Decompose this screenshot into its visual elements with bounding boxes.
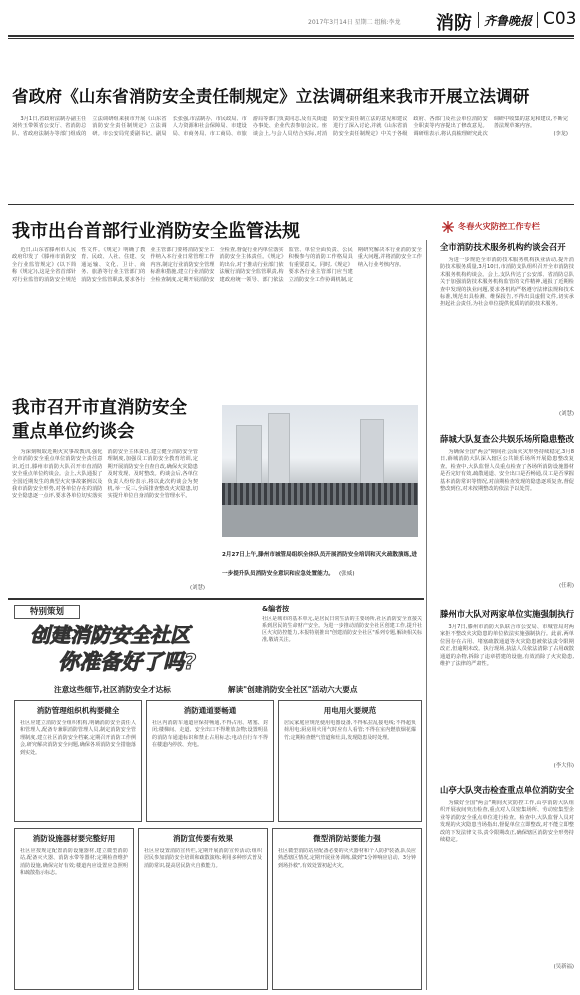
right-item-text: 为确保全国"两会"期间社会面火灾形势持续稳定,3月8日,薛城消防大队深入辖区公共娱乐场所开展隐患整改复查。检查中,大队监督人员重点检查了各场所消防设施器材是否完好有效,疏散通道、安全出口是否畅通,员工是否掌握基本消防常识等情况,对前期检查发现的隐患逐项复查,督促整改到位,对未按期整改的依法予以处罚。	[440, 449, 574, 493]
section-rule	[8, 204, 574, 205]
masthead	[8, 6, 577, 34]
right-item-title: 薛城大队复查公共娱乐场所隐患整改	[440, 434, 574, 444]
column-rule	[426, 240, 427, 990]
story2-headline: 我市出台首部行业消防安全监管法规	[12, 221, 300, 242]
feature-panel	[278, 700, 422, 822]
story3-headline: 我市召开市直消防安全重点单位约谈会	[12, 398, 187, 442]
panel-body: 居民家庭应规范使用电器设备,不得私拉乱接电线;不得超负荷用电;厨房用火用气时应有人看管;不得在室内燃放烟花爆竹;定期检查燃气管道和灶具,发现隐患及时处理。	[284, 720, 416, 741]
editor-note	[262, 604, 422, 678]
paper-name: 齐鲁晚报	[484, 14, 533, 28]
right-item-byline: (李大伟)	[553, 763, 574, 769]
photo-caption-block	[222, 541, 418, 587]
masthead-divider	[478, 12, 479, 28]
snowflake-icon	[441, 219, 455, 233]
right-item-body	[432, 257, 574, 407]
panel-title: 消防管理组织机构要健全	[36, 706, 120, 715]
photo-building	[360, 419, 384, 485]
masthead-rule-thin	[8, 38, 574, 39]
photo-building	[236, 425, 262, 485]
right-item-title: 滕州市大队对两家单位实施强制执行	[440, 609, 574, 619]
section-name: 消防	[436, 13, 472, 34]
photo-byline: (张威)	[338, 571, 355, 577]
feature-rule	[8, 598, 424, 600]
right-column	[432, 240, 574, 990]
feature-panel	[146, 700, 274, 822]
feature-panel	[138, 828, 268, 990]
feature-panel	[14, 700, 142, 822]
right-item-byline: (吴新福)	[553, 964, 574, 970]
lead-body	[12, 116, 568, 198]
feature-panel	[272, 828, 422, 990]
feature-label	[14, 605, 80, 619]
masthead-divider	[537, 12, 538, 28]
right-item-text: 为进一步规范全市消防技术服务机构执业活动,提升消防技术服务质量,3月10日,市消防支队组织召开全市消防技术服务机构约谈会。会上,支队传达了公安部、省消防总队关于加强消防技术服务机构监管的文件精神,通报了近期检查中发现的执业问题,要求各机构严格遵守法律法规和技术标准,规范出具检测、维保报告,不得出具虚假文件,切实承担起社会责任,为社会单位提供优质的消防技术服务。	[440, 257, 574, 308]
editor-note-label: &编者按	[262, 605, 290, 613]
feature-label-text: 特别策划	[29, 607, 64, 617]
story3-body-text: 为深刻吸取近期火灾事故教训,强化全市消防安全重点单位消防安全责任意识,近日,滕州市消防大队召开市直消防安全重点单位约谈会。会上,大队通报了全国近期发生的典型火灾事故案例以及我市消防安全形势,对各单位存在的消防安全隐患逐一点评,要求各单位切实落实消防安全主体责任,建立健全消防安全管理制度,加强员工消防安全教育培训,定期开展消防安全自查自改,确保火灾隐患及时发现、及时整改。约谈会后,各单位负责人纷纷表示,将以此次约谈会为契机,举一反三,全面排查整改火灾隐患,切实提升单位自身消防安全管理水平。	[12, 449, 198, 500]
right-item-body	[432, 800, 574, 960]
editor-note-body: 社区是城市的基本单元,是居民日常生活的主要场所,社区消防安全直接关系到居民的生命财产安全。为进一步推动消防安全社区创建工作,提升社区火灾防控能力,本报特别推出"创建消防安全社区"系列专题,解读相关标准,敬请关注。	[262, 616, 422, 643]
band-right: 解读"创建消防安全社区"活动六大要点	[228, 685, 358, 694]
page-number: C03	[543, 9, 577, 29]
photo-crowd	[222, 483, 418, 505]
right-item-byline: (刘慧)	[559, 411, 574, 417]
story3-byline: (刘慧)	[190, 585, 205, 591]
feature-band	[14, 684, 422, 696]
campaign-banner	[441, 218, 575, 236]
band-left: 注意这些细节,社区消防安全才达标	[54, 685, 171, 694]
right-item	[432, 240, 574, 432]
panel-title: 微型消防站要能力强	[313, 834, 381, 843]
right-item-body	[432, 624, 574, 759]
slogan-line2: 你准备好了吗?	[58, 650, 197, 674]
right-item-title: 山亭大队突击检查重点单位消防安全	[440, 785, 574, 795]
panel-body: 社区应建立消防安全组织机构,明确消防安全责任人和管理人,配备专兼职消防管理人员,制定消防安全管理制度,建立社区消防安全档案,定期召开消防工作例会,研究解决消防安全问题,确保各项消防安全措施落到实处。	[20, 720, 136, 756]
right-item-text: 3月7日,滕州市消防大队联合市公安局、市城管局对两家拒不整改火灾隐患的单位依法实施强制执行。此前,两单位因存在占用、堵塞疏散通道等火灾隐患被依法责令限期改正,但逾期未改。执行现场,执法人员依法清除了占用疏散通道的杂物,拆除了违章搭建的设施,有效消除了火灾隐患,维护了法律的严肃性。	[440, 624, 574, 668]
panel-title: 消防宣传要有效果	[173, 834, 233, 843]
right-item-body	[432, 449, 574, 579]
panel-body: 社区应按规定配置消防设施器材,建立微型消防站,配备灭火器、消防水带等器材;定期检查维护消防设施,确保完好有效;楼道内应设置应急照明和疏散指示标志。	[20, 848, 128, 877]
masthead-rule	[8, 35, 574, 37]
photo-caption: 2月27日上午,滕州市城管局组织全体队员开展消防安全培训和灭火疏散演练,进一步提升队员消防安全意识和应急处置能力。	[222, 552, 417, 577]
panel-body: 社区微型消防站应配备必要的灭火器材和个人防护装备,队员应熟悉辖区情况,定期开展业务训练,做到"1分钟响应启动、3分钟到场扑救",有效处置初起火灾。	[278, 848, 416, 869]
panel-title: 消防通道要畅通	[183, 706, 237, 715]
lead-headline: 省政府《山东省消防安全责任制规定》立法调研组来我市开展立法调研	[12, 86, 530, 106]
story3-body	[12, 449, 198, 589]
panel-body: 社区内消防车通道应保持畅通,不得占用、堵塞、封闭;楼梯间、走道、安全出口不得堆放杂物;设置明显的消防车通道标识和禁止占用标志;电动自行车不得在楼道内停放、充电。	[152, 720, 268, 749]
slogan-line1: 创建消防安全社区	[30, 623, 190, 647]
right-item	[432, 432, 574, 607]
photo-building	[268, 413, 290, 485]
right-item	[432, 783, 574, 983]
campaign-label: 冬春火灾防控工作专栏	[458, 221, 540, 231]
date-line: 2017年3月14日 星期二 组稿:李龙	[308, 19, 401, 26]
panel-body: 社区应设置消防宣传栏,定期开展消防宣传活动;组织居民参加消防安全培训和疏散演练;利用多种形式普及消防常识,提高居民防火自救能力。	[144, 848, 262, 869]
lead-body-text: 3月1日,省政府法制办副主任刘传玉带领省公安厅、省消防总队、省政府法制办等部门组成的立法调研组来我市开展《山东省消防安全责任制规定》立法调研。市公安局党委副书记、副局长张强,市法制办、市民政局、市人力资源和社会保障局、市建设局、市商务局、市工商局、市旅游局等部门负责同志,及有关街道办事处、企业代表参加会议。座谈会上,与会人员结合实际,对消防安全责任制立法的意见和建议进行了深入讨论,并就《山东省消防安全责任制规定》中关于各级政府、各部门及社会单位消防安全职责等内容提出了修改意见。调研组表示,将认真梳理研究此次调研中收集的意见和建议,不断完善法规草案内容。	[12, 116, 568, 137]
feature-slogan	[30, 622, 260, 682]
lead-byline: (李龙)	[553, 130, 568, 137]
right-item-title: 全市消防技术服务机构约谈会召开	[440, 242, 566, 252]
story2-body-text: 近日,山东省滕州市人民政府印发了《滕州市消防安全行业监管规定》(以下简称《规定》),这是全省首部针对行业监管的消防安全规范性文件。《规定》明确了教育、民政、人社、住建、交通运输、文化、卫计、商务、旅游等行业主管部门的消防安全监管职责,要求各行业主管部门要将消防安全工作纳入本行业日常管理工作内容,制定行业消防安全管理标准和措施,建立行业消防安全检查制度,定期开展消防安全检查,督促行业内单位落实消防安全主体责任。《规定》的出台,对于推动行业部门依法履行消防安全监管职责,构建政府统一领导、部门依法监管、单位全面负责、公民积极参与的消防工作格局具有重要意义。同时,《规定》要求各行业主管部门应当建立消防安全工作协调机制,定期研究解决本行业消防安全重大问题,并将消防安全工作纳入行业考核内容。	[12, 247, 422, 283]
photo-ground	[222, 505, 418, 537]
story2-body	[12, 247, 422, 349]
news-photo	[222, 405, 418, 537]
panel-title: 消防设施器材要完整好用	[32, 834, 116, 843]
right-item	[432, 607, 574, 783]
right-item-byline: (任莉)	[559, 583, 574, 589]
right-item-text: 为做好全国"两会"期间火灾防控工作,山亭消防大队组织开展夜间突击检查,重点对人员密集场所、劳动密集型企业等消防安全重点单位进行检查。检查中,大队监督人员对发现的火灾隐患当场指出,督促单位立即整改,对不能立即整改的下发法律文书,责令限期改正,确保辖区消防安全形势持续稳定。	[440, 800, 574, 844]
panel-title: 用电用火要规范	[323, 706, 377, 715]
feature-panel	[14, 828, 134, 990]
